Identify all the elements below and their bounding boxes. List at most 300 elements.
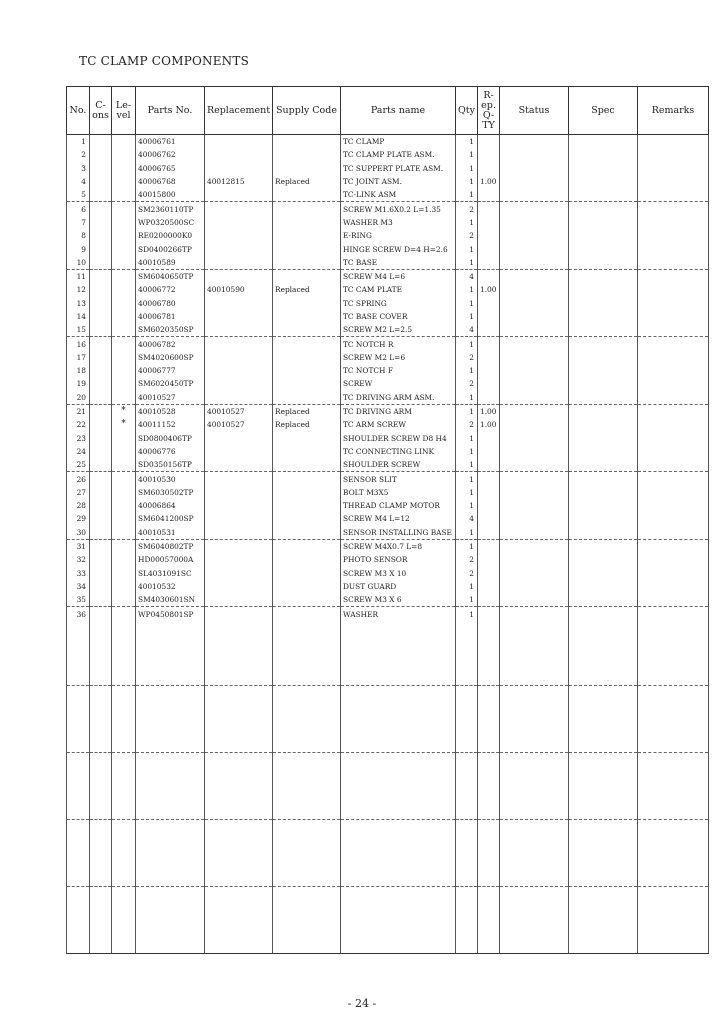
cell-remarks bbox=[638, 269, 709, 283]
table-row bbox=[67, 553, 709, 566]
empty-cell bbox=[112, 621, 136, 686]
cell-remarks bbox=[638, 283, 709, 296]
cell-status bbox=[500, 391, 569, 405]
cell-parts-no: 40006772 bbox=[136, 283, 205, 296]
cell-spec bbox=[569, 418, 638, 431]
cell-spec bbox=[569, 526, 638, 540]
cell-level bbox=[112, 337, 136, 351]
cell-qty: 1 bbox=[456, 242, 478, 255]
cell-spec bbox=[569, 580, 638, 593]
cell-supply-code bbox=[273, 188, 341, 202]
empty-cell bbox=[478, 621, 500, 686]
cell-cons bbox=[90, 162, 112, 175]
cell-qty: 1 bbox=[456, 337, 478, 351]
cell-no: 23 bbox=[67, 432, 90, 445]
cell-rep-qty bbox=[478, 472, 500, 486]
cell-no: 9 bbox=[67, 242, 90, 255]
cell-qty: 2 bbox=[456, 351, 478, 364]
cell-status bbox=[500, 607, 569, 621]
cell-supply-code bbox=[273, 567, 341, 580]
cell-cons bbox=[90, 135, 112, 149]
cell-parts-name: TC JOINT ASM. bbox=[341, 175, 456, 188]
empty-cell bbox=[500, 621, 569, 686]
cell-remarks bbox=[638, 323, 709, 337]
cell-status bbox=[500, 256, 569, 270]
cell-status bbox=[500, 283, 569, 296]
cell-supply-code bbox=[273, 148, 341, 161]
table-row bbox=[67, 188, 709, 202]
cell-replacement bbox=[205, 364, 273, 377]
cell-parts-no: HD00057000A bbox=[136, 553, 205, 566]
cell-replacement bbox=[205, 162, 273, 175]
cell-level: * bbox=[112, 418, 136, 431]
cell-no: 36 bbox=[67, 607, 90, 621]
empty-cell bbox=[569, 752, 638, 819]
empty-cell bbox=[341, 621, 456, 686]
empty-cell bbox=[500, 685, 569, 752]
cell-status bbox=[500, 135, 569, 149]
cell-rep-qty bbox=[478, 310, 500, 323]
table-row bbox=[67, 404, 709, 418]
cell-replacement bbox=[205, 526, 273, 540]
empty-cell bbox=[500, 752, 569, 819]
cell-remarks bbox=[638, 472, 709, 486]
col-header-remarks: Remarks bbox=[638, 87, 709, 135]
empty-cell bbox=[638, 621, 709, 686]
cell-no: 25 bbox=[67, 458, 90, 472]
empty-cell bbox=[341, 752, 456, 819]
cell-cons bbox=[90, 337, 112, 351]
page-title: TC CLAMP COMPONENTS bbox=[79, 54, 249, 68]
cell-no: 7 bbox=[67, 216, 90, 229]
cell-parts-no: 40006780 bbox=[136, 297, 205, 310]
cell-remarks bbox=[638, 607, 709, 621]
cell-supply-code bbox=[273, 445, 341, 458]
cell-parts-name: TC CONNECTING LINK bbox=[341, 445, 456, 458]
empty-cell bbox=[205, 886, 273, 953]
cell-qty: 4 bbox=[456, 269, 478, 283]
cell-replacement bbox=[205, 229, 273, 242]
col-header-spec: Spec bbox=[569, 87, 638, 135]
empty-cell bbox=[456, 685, 478, 752]
table-row bbox=[67, 567, 709, 580]
cell-replacement bbox=[205, 377, 273, 390]
cell-spec bbox=[569, 377, 638, 390]
cell-rep-qty bbox=[478, 377, 500, 390]
empty-cell bbox=[456, 621, 478, 686]
cell-no: 33 bbox=[67, 567, 90, 580]
cell-supply-code bbox=[273, 256, 341, 270]
cell-qty: 1 bbox=[456, 256, 478, 270]
cell-parts-name: TC NOTCH R bbox=[341, 337, 456, 351]
empty-cell bbox=[136, 685, 205, 752]
cell-parts-name: TC-LINK ASM bbox=[341, 188, 456, 202]
empty-cell bbox=[90, 886, 112, 953]
cell-rep-qty bbox=[478, 486, 500, 499]
parts-table-body bbox=[67, 135, 709, 954]
cell-level bbox=[112, 202, 136, 216]
cell-supply-code bbox=[273, 162, 341, 175]
cell-level bbox=[112, 256, 136, 270]
cell-supply-code bbox=[273, 472, 341, 486]
cell-rep-qty: 1.00 bbox=[478, 404, 500, 418]
cell-parts-no: 40010589 bbox=[136, 256, 205, 270]
cell-status bbox=[500, 526, 569, 540]
cell-status bbox=[500, 593, 569, 607]
cell-supply-code bbox=[273, 242, 341, 255]
cell-parts-name: TC DRIVING ARM bbox=[341, 404, 456, 418]
cell-replacement bbox=[205, 512, 273, 525]
cell-remarks bbox=[638, 486, 709, 499]
cell-level bbox=[112, 310, 136, 323]
empty-cell bbox=[67, 621, 90, 686]
cell-supply-code bbox=[273, 337, 341, 351]
cell-status bbox=[500, 175, 569, 188]
table-row bbox=[67, 337, 709, 351]
cell-cons bbox=[90, 364, 112, 377]
cell-remarks bbox=[638, 337, 709, 351]
cell-parts-name: TC CAM PLATE bbox=[341, 283, 456, 296]
cell-cons bbox=[90, 418, 112, 431]
cell-replacement bbox=[205, 580, 273, 593]
cell-no: 18 bbox=[67, 364, 90, 377]
empty-row-block bbox=[67, 621, 709, 686]
cell-rep-qty bbox=[478, 607, 500, 621]
empty-cell bbox=[112, 685, 136, 752]
cell-rep-qty bbox=[478, 269, 500, 283]
empty-cell bbox=[478, 685, 500, 752]
cell-remarks bbox=[638, 445, 709, 458]
cell-rep-qty: 1.00 bbox=[478, 418, 500, 431]
table-row bbox=[67, 580, 709, 593]
table-row bbox=[67, 391, 709, 405]
empty-cell bbox=[456, 886, 478, 953]
cell-cons bbox=[90, 432, 112, 445]
cell-spec bbox=[569, 539, 638, 553]
cell-parts-name: HINGE SCREW D=4 H=2.6 bbox=[341, 242, 456, 255]
cell-cons bbox=[90, 458, 112, 472]
cell-spec bbox=[569, 175, 638, 188]
cell-qty: 1 bbox=[456, 148, 478, 161]
cell-rep-qty bbox=[478, 216, 500, 229]
cell-parts-no: SM6040802TP bbox=[136, 539, 205, 553]
cell-supply-code: Replaced bbox=[273, 175, 341, 188]
cell-qty: 4 bbox=[456, 323, 478, 337]
cell-supply-code bbox=[273, 310, 341, 323]
cell-parts-no: SM6040650TP bbox=[136, 269, 205, 283]
empty-cell bbox=[569, 819, 638, 886]
cell-qty: 1 bbox=[456, 472, 478, 486]
empty-row-block bbox=[67, 685, 709, 752]
cell-status bbox=[500, 432, 569, 445]
empty-cell bbox=[456, 819, 478, 886]
cell-supply-code bbox=[273, 351, 341, 364]
cell-parts-name: SCREW M3 X 6 bbox=[341, 593, 456, 607]
cell-spec bbox=[569, 229, 638, 242]
cell-parts-no: SM6020350SP bbox=[136, 323, 205, 337]
table-row bbox=[67, 351, 709, 364]
cell-remarks bbox=[638, 418, 709, 431]
col-header-rep-qty: R- ep. Q- TY bbox=[478, 87, 500, 135]
cell-parts-no: SM2360110TP bbox=[136, 202, 205, 216]
cell-level bbox=[112, 269, 136, 283]
cell-level bbox=[112, 323, 136, 337]
cell-spec bbox=[569, 553, 638, 566]
cell-spec bbox=[569, 188, 638, 202]
cell-no: 4 bbox=[67, 175, 90, 188]
cell-cons bbox=[90, 148, 112, 161]
cell-supply-code bbox=[273, 202, 341, 216]
cell-qty: 1 bbox=[456, 526, 478, 540]
empty-cell bbox=[500, 819, 569, 886]
cell-qty: 1 bbox=[456, 607, 478, 621]
cell-parts-no: 40015800 bbox=[136, 188, 205, 202]
cell-replacement bbox=[205, 458, 273, 472]
cell-spec bbox=[569, 458, 638, 472]
empty-cell bbox=[273, 819, 341, 886]
cell-level bbox=[112, 297, 136, 310]
cell-no: 21 bbox=[67, 404, 90, 418]
cell-spec bbox=[569, 323, 638, 337]
cell-no: 8 bbox=[67, 229, 90, 242]
cell-qty: 1 bbox=[456, 445, 478, 458]
table-row bbox=[67, 526, 709, 540]
cell-replacement bbox=[205, 553, 273, 566]
cell-remarks bbox=[638, 593, 709, 607]
empty-cell bbox=[90, 685, 112, 752]
cell-level bbox=[112, 148, 136, 161]
cell-remarks bbox=[638, 512, 709, 525]
cell-parts-name: TC BASE COVER bbox=[341, 310, 456, 323]
cell-parts-name: SCREW M2 L=6 bbox=[341, 351, 456, 364]
cell-parts-name: SCREW M3 X 10 bbox=[341, 567, 456, 580]
cell-cons bbox=[90, 216, 112, 229]
cell-qty: 1 bbox=[456, 404, 478, 418]
empty-cell bbox=[67, 752, 90, 819]
cell-supply-code bbox=[273, 458, 341, 472]
cell-rep-qty: 1.00 bbox=[478, 175, 500, 188]
cell-no: 30 bbox=[67, 526, 90, 540]
col-header-no: No. bbox=[67, 87, 90, 135]
cell-no: 31 bbox=[67, 539, 90, 553]
cell-level bbox=[112, 242, 136, 255]
table-row bbox=[67, 310, 709, 323]
cell-replacement bbox=[205, 499, 273, 512]
empty-cell bbox=[136, 886, 205, 953]
table-row bbox=[67, 175, 709, 188]
cell-remarks bbox=[638, 310, 709, 323]
cell-remarks bbox=[638, 377, 709, 390]
empty-cell bbox=[67, 685, 90, 752]
cell-supply-code: Replaced bbox=[273, 404, 341, 418]
cell-spec bbox=[569, 472, 638, 486]
cell-status bbox=[500, 472, 569, 486]
cell-parts-name: SENSOR SLIT bbox=[341, 472, 456, 486]
cell-rep-qty bbox=[478, 148, 500, 161]
cell-supply-code bbox=[273, 364, 341, 377]
cell-status bbox=[500, 297, 569, 310]
cell-remarks bbox=[638, 499, 709, 512]
cell-qty: 1 bbox=[456, 580, 478, 593]
empty-cell bbox=[205, 685, 273, 752]
cell-remarks bbox=[638, 351, 709, 364]
cell-status bbox=[500, 148, 569, 161]
empty-cell bbox=[112, 886, 136, 953]
cell-qty: 2 bbox=[456, 418, 478, 431]
cell-status bbox=[500, 202, 569, 216]
cell-parts-name: SCREW M4 L=12 bbox=[341, 512, 456, 525]
empty-cell bbox=[112, 752, 136, 819]
cell-status bbox=[500, 458, 569, 472]
cell-parts-name: SHOULDER SCREW D8 H4 bbox=[341, 432, 456, 445]
cell-qty: 1 bbox=[456, 593, 478, 607]
cell-no: 27 bbox=[67, 486, 90, 499]
table-row bbox=[67, 432, 709, 445]
empty-cell bbox=[569, 886, 638, 953]
cell-supply-code bbox=[273, 297, 341, 310]
cell-parts-no: 40010528 bbox=[136, 404, 205, 418]
table-row bbox=[67, 256, 709, 270]
cell-qty: 1 bbox=[456, 175, 478, 188]
cell-spec bbox=[569, 216, 638, 229]
cell-remarks bbox=[638, 297, 709, 310]
cell-supply-code bbox=[273, 526, 341, 540]
cell-spec bbox=[569, 337, 638, 351]
table-row bbox=[67, 216, 709, 229]
cell-spec bbox=[569, 607, 638, 621]
cell-rep-qty: 1.00 bbox=[478, 283, 500, 296]
cell-parts-no: 40006768 bbox=[136, 175, 205, 188]
cell-remarks bbox=[638, 553, 709, 566]
cell-parts-no: SD0800406TP bbox=[136, 432, 205, 445]
cell-qty: 1 bbox=[456, 188, 478, 202]
cell-supply-code bbox=[273, 607, 341, 621]
cell-replacement bbox=[205, 391, 273, 405]
cell-parts-no: SD0350156TP bbox=[136, 458, 205, 472]
cell-remarks bbox=[638, 526, 709, 540]
cell-qty: 1 bbox=[456, 458, 478, 472]
cell-level bbox=[112, 351, 136, 364]
cell-cons bbox=[90, 607, 112, 621]
cell-rep-qty bbox=[478, 512, 500, 525]
cell-spec bbox=[569, 269, 638, 283]
empty-cell bbox=[478, 752, 500, 819]
cell-spec bbox=[569, 297, 638, 310]
cell-cons bbox=[90, 377, 112, 390]
empty-cell bbox=[112, 819, 136, 886]
cell-rep-qty bbox=[478, 188, 500, 202]
cell-parts-no: 40006776 bbox=[136, 445, 205, 458]
cell-supply-code bbox=[273, 580, 341, 593]
cell-replacement bbox=[205, 593, 273, 607]
cell-cons bbox=[90, 297, 112, 310]
cell-replacement bbox=[205, 135, 273, 149]
table-row bbox=[67, 539, 709, 553]
cell-spec bbox=[569, 202, 638, 216]
cell-rep-qty bbox=[478, 539, 500, 553]
cell-level bbox=[112, 472, 136, 486]
cell-level bbox=[112, 135, 136, 149]
table-row bbox=[67, 269, 709, 283]
page-number: - 24 - bbox=[347, 997, 377, 1010]
cell-cons bbox=[90, 539, 112, 553]
empty-cell bbox=[136, 752, 205, 819]
cell-level bbox=[112, 567, 136, 580]
cell-rep-qty bbox=[478, 242, 500, 255]
cell-cons bbox=[90, 242, 112, 255]
cell-qty: 1 bbox=[456, 432, 478, 445]
empty-cell bbox=[638, 886, 709, 953]
empty-cell bbox=[205, 621, 273, 686]
table-row bbox=[67, 486, 709, 499]
cell-remarks bbox=[638, 135, 709, 149]
cell-spec bbox=[569, 135, 638, 149]
cell-parts-name: TC CLAMP bbox=[341, 135, 456, 149]
cell-cons bbox=[90, 202, 112, 216]
cell-rep-qty bbox=[478, 432, 500, 445]
cell-supply-code bbox=[273, 539, 341, 553]
table-row bbox=[67, 377, 709, 390]
cell-cons bbox=[90, 229, 112, 242]
cell-qty: 1 bbox=[456, 283, 478, 296]
cell-no: 22 bbox=[67, 418, 90, 431]
cell-rep-qty bbox=[478, 391, 500, 405]
cell-replacement bbox=[205, 310, 273, 323]
cell-spec bbox=[569, 593, 638, 607]
cell-supply-code bbox=[273, 135, 341, 149]
cell-level bbox=[112, 432, 136, 445]
empty-cell bbox=[136, 621, 205, 686]
cell-status bbox=[500, 229, 569, 242]
cell-replacement bbox=[205, 486, 273, 499]
cell-level bbox=[112, 593, 136, 607]
table-row bbox=[67, 242, 709, 255]
cell-qty: 1 bbox=[456, 216, 478, 229]
cell-rep-qty bbox=[478, 162, 500, 175]
cell-parts-name: TC NOTCH F bbox=[341, 364, 456, 377]
cell-rep-qty bbox=[478, 135, 500, 149]
cell-rep-qty bbox=[478, 553, 500, 566]
cell-level bbox=[112, 377, 136, 390]
cell-cons bbox=[90, 553, 112, 566]
cell-rep-qty bbox=[478, 364, 500, 377]
cell-level: * bbox=[112, 404, 136, 418]
cell-replacement bbox=[205, 202, 273, 216]
cell-rep-qty bbox=[478, 593, 500, 607]
cell-status bbox=[500, 499, 569, 512]
cell-cons bbox=[90, 472, 112, 486]
cell-supply-code: Replaced bbox=[273, 418, 341, 431]
cell-status bbox=[500, 512, 569, 525]
cell-parts-name: SCREW M1.6X0.2 L=1.35 bbox=[341, 202, 456, 216]
cell-rep-qty bbox=[478, 202, 500, 216]
cell-cons bbox=[90, 310, 112, 323]
cell-spec bbox=[569, 256, 638, 270]
cell-spec bbox=[569, 432, 638, 445]
cell-cons bbox=[90, 580, 112, 593]
empty-row-block bbox=[67, 819, 709, 886]
cell-replacement bbox=[205, 472, 273, 486]
cell-remarks bbox=[638, 458, 709, 472]
empty-cell bbox=[638, 819, 709, 886]
cell-qty: 1 bbox=[456, 499, 478, 512]
cell-no: 34 bbox=[67, 580, 90, 593]
cell-parts-no: 40011152 bbox=[136, 418, 205, 431]
cell-replacement bbox=[205, 188, 273, 202]
cell-remarks bbox=[638, 391, 709, 405]
cell-replacement bbox=[205, 539, 273, 553]
cell-parts-no: WP0320500SC bbox=[136, 216, 205, 229]
